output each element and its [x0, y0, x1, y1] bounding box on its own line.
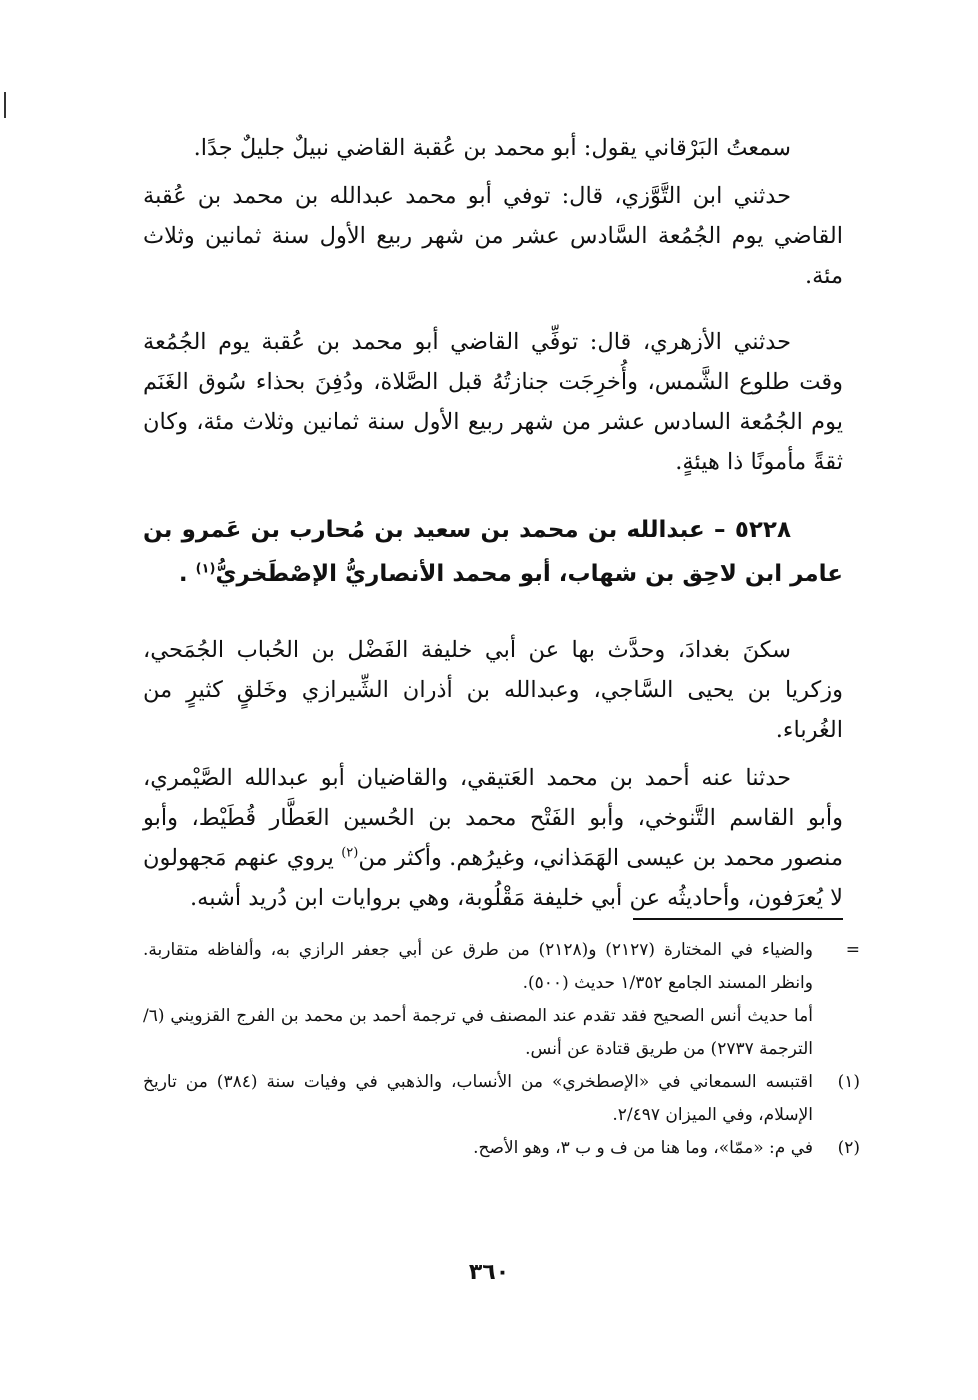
footnote-1-number: (١): [837, 1072, 860, 1092]
footnote-continuation: [143, 934, 858, 1000]
continuation-marker: =: [845, 940, 860, 960]
paragraph-2: حدثني ابن التَّوَّزي، قال: توفي أبو محمد عبدالله بن محمد بن عُقبة القاضي يوم الجُمُعة السَّادس عشر من شهر ربيع الأول سنة ثمانين وثلاث مئة.: [143, 183, 843, 289]
entry-number: ٥٢٢٨: [734, 517, 791, 543]
footnote-ref-1[interactable]: (١): [195, 561, 216, 577]
footnote-2: [143, 1132, 858, 1165]
footnote-continuation-text-2: أما حديث أنس الصحيح فقد تقدم عند المصنف في ترجمة أحمد بن محمد بن الفرج القزويني (٦/الترجمة ٢٧٣٧) من طريق قتادة عن أنس.: [143, 1006, 813, 1059]
scan-edge-mark: [4, 92, 6, 118]
footnote-2-text: في م: «ممّا»، وما هنا من ف و ب ٣، وهو الأصح.: [473, 1138, 813, 1158]
paragraph-5-part-1: حدثنا عنه أحمد بن محمد العَتيقي، والقاضيان أبو عبدالله الصَّيْمري، وأبو القاسم التَّنوخي، وأبو الفَتْح محمد بن الحُسين العَطَّار قُطَيْط، وأبو منصور محمد بن عيسى الهَمَذاني، وغيرُهم. وأكثر من: [143, 765, 844, 871]
footnote-separator: [633, 918, 843, 920]
paragraph-5-part-2: يروي عنهم مَجهولون لا يُعرَفون، وأحاديثُه عن أبي خليفة مَقْلُوبة، وهي بروايات ابن دُريد أشبه.: [143, 845, 843, 911]
paragraph-4: سكنَ بغدادَ، وحدَّث بها عن أبي خليفة الفَضْل بن الحُباب الجُمَحي، وزكريا بن يحيى السَّاجي، وعبدالله بن أذران الشِّيرازي وخَلقٍ كثيرٍ من الغُرباء.: [143, 637, 843, 743]
main-text: [143, 128, 843, 918]
paragraph-5: [143, 758, 843, 918]
entry-name: عبدالله بن محمد بن سعيد بن مُحارب بن عَمرو بن عامر ابن لاحِق بن شهاب، أبو محمد الأنصاريُّ الإصْطَخريُّ: [143, 517, 843, 587]
footnote-2-number: (٢): [837, 1138, 860, 1158]
page-number: ٣٦٠: [468, 1260, 510, 1285]
footnotes: [143, 934, 858, 1165]
entry-end: .: [178, 561, 188, 587]
footnote-1: [143, 1066, 858, 1132]
footnote-1-text: اقتبسه السمعاني في «الإصطخري» من الأنساب، والذهبي في وفيات سنة (٣٨٤) من تاريخ الإسلام، وفي الميزان ٢/٤٩٧.: [143, 1072, 814, 1125]
paragraph-3: حدثني الأزهري، قال: توفِّي القاضي أبو محمد بن عُقبة يوم الجُمُعة وقت طلوع الشَّمس، وأُخرِجَت جنازتُهُ قبل الصَّلاة، ودُفِنَ بحذاء سُوق الغَنَم يوم الجُمُعة السادس عشر من شهر ربيع الأول سنة ثمانين وثلاث مئة، وكان ثقةً مأمونًا ذا هيئةٍ.: [143, 329, 843, 475]
footnote-continuation-2: [143, 1000, 858, 1066]
biography-entry-heading: ٥٢٢٨ – عبدالله بن محمد بن سعيد بن مُحارب بن عَمرو بن عامر ابن لاحِق بن شهاب، أبو محمد الأنصاريُّ الإصْطَخريُّ$^{(١)}$ .: [143, 517, 843, 587]
footnote-continuation-text: والضياء في المختارة (٢١٢٧) و(٢١٢٨) من طرق عن أبي جعفر الرازي به، وألفاظه متقاربة. وانظر المسند الجامع ١/٣٥٢ حديث (٥٠٠).: [143, 940, 813, 993]
footnote-ref-2[interactable]: (٢): [341, 845, 359, 861]
paragraph-1: سمعتُ البَرْقاني يقول: أبو محمد بن عُقبة القاضي نبيلٌ جليلٌ جدًا.: [193, 135, 791, 161]
